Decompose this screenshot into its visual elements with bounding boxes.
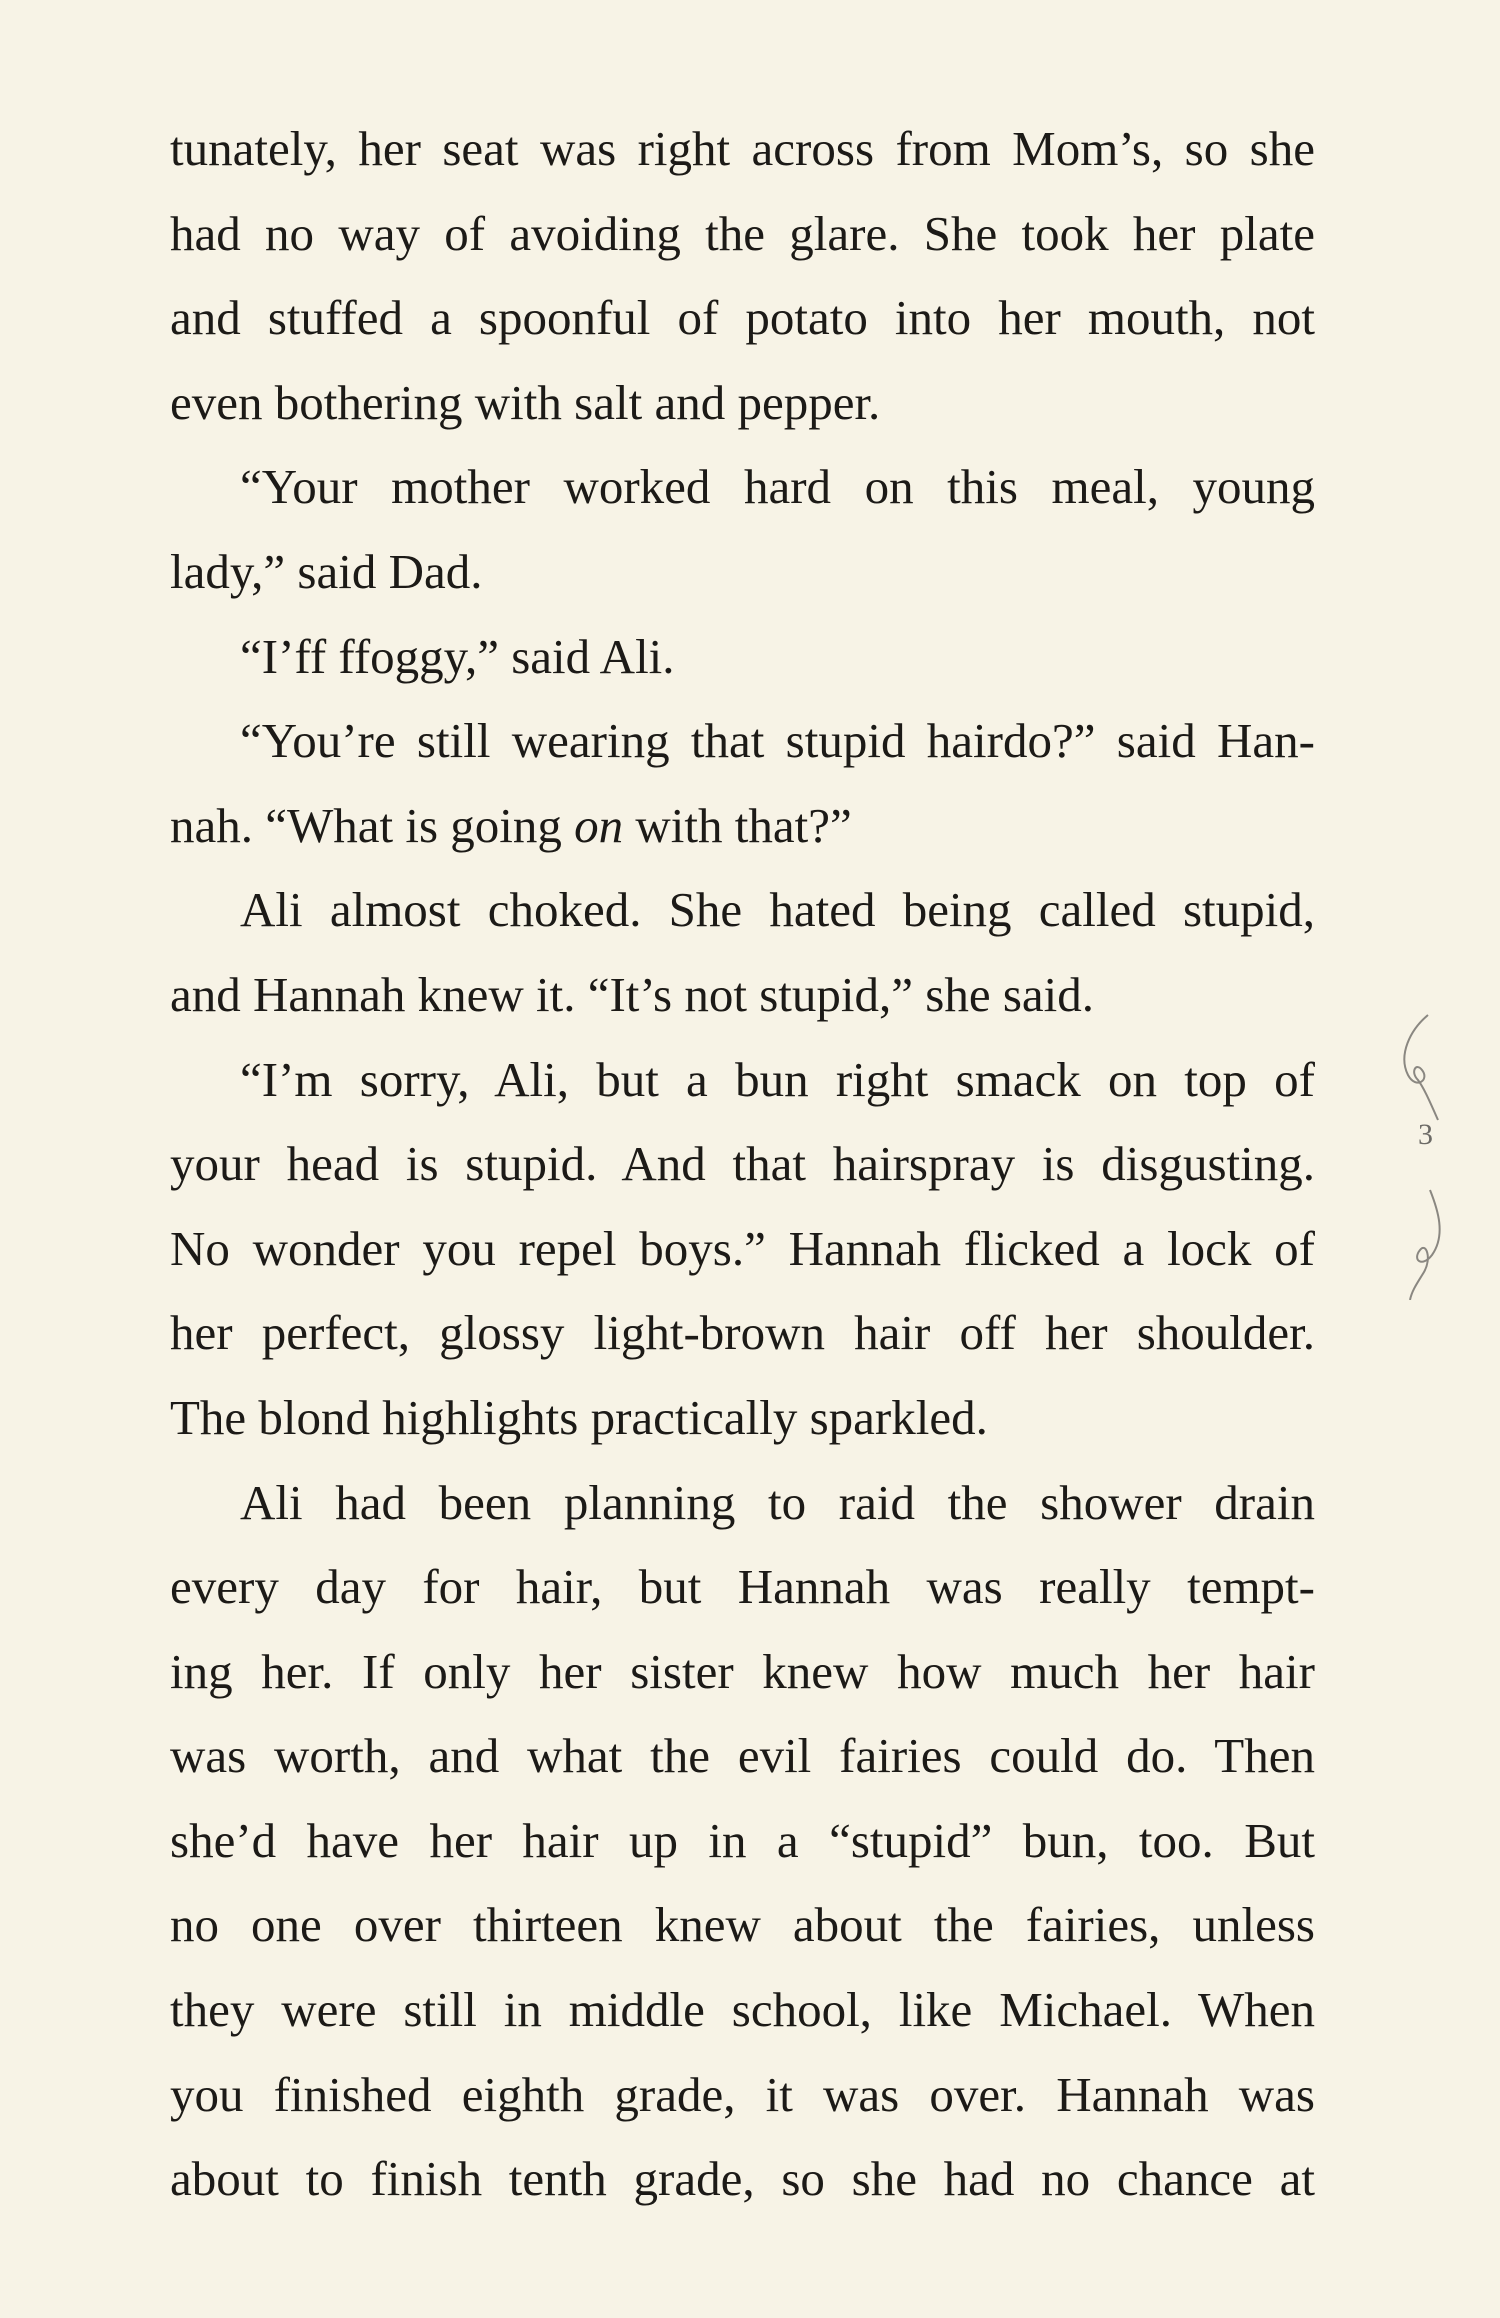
body-text (170, 107, 1315, 2222)
page-number: 3 (1418, 1118, 1433, 1151)
text-line: no one over thirteen knew about the fairies, unless (170, 1897, 1315, 1953)
text-line: she’d have her hair up in a “stupid” bun, too. But (170, 1812, 1315, 1868)
text-line: “You’re still wearing that stupid hairdo?” said Han- (240, 713, 1315, 769)
text-line: about to finish tenth grade, so she had no chance at (170, 2151, 1315, 2207)
text-line: even bothering with salt and pepper. (170, 374, 881, 430)
text-line: nah. “What is going on with that?” (170, 797, 852, 853)
text-line: Ali almost choked. She hated being called stupid, (240, 882, 1315, 938)
text-line: tunately, her seat was right across from Mom’s, so she (170, 121, 1315, 176)
emphasis: on (574, 797, 624, 853)
text-line: “I’m sorry, Ali, but a bun right smack on top of (240, 1051, 1315, 1107)
text-line: Ali had been planning to raid the shower drain (240, 1474, 1315, 1530)
text-line: your head is stupid. And that hairspray is disgusting. (170, 1136, 1315, 1192)
text-line: every day for hair, but Hannah was really tempt- (170, 1559, 1315, 1615)
text-line: No wonder you repel boys.” Hannah flicked a lock of (170, 1220, 1315, 1276)
text-line: her perfect, glossy light-brown hair off her shoulder. (170, 1305, 1315, 1361)
text-line: “I’ff ffoggy,” said Ali. (240, 628, 675, 684)
text-line: was worth, and what the evil fairies could do. Then (170, 1728, 1315, 1784)
text-line: “Your mother worked hard on this meal, young (240, 459, 1315, 515)
text-line: lady,” said Dad. (170, 543, 483, 599)
text-line: and stuffed a spoonful of potato into her mouth, not (170, 290, 1315, 346)
text-line: had no way of avoiding the glare. She took her plate (170, 205, 1315, 261)
decorative-swirl-icon (1390, 1010, 1470, 1300)
text-line: and Hannah knew it. “It’s not stupid,” she said. (170, 966, 1095, 1022)
text-line: they were still in middle school, like Michael. When (170, 1982, 1315, 2038)
text-line: you finished eighth grade, it was over. Hannah was (170, 2066, 1315, 2122)
text-line: The blond highlights practically sparkled. (170, 1389, 988, 1445)
text-line: ing her. If only her sister knew how much her hair (170, 1643, 1315, 1699)
